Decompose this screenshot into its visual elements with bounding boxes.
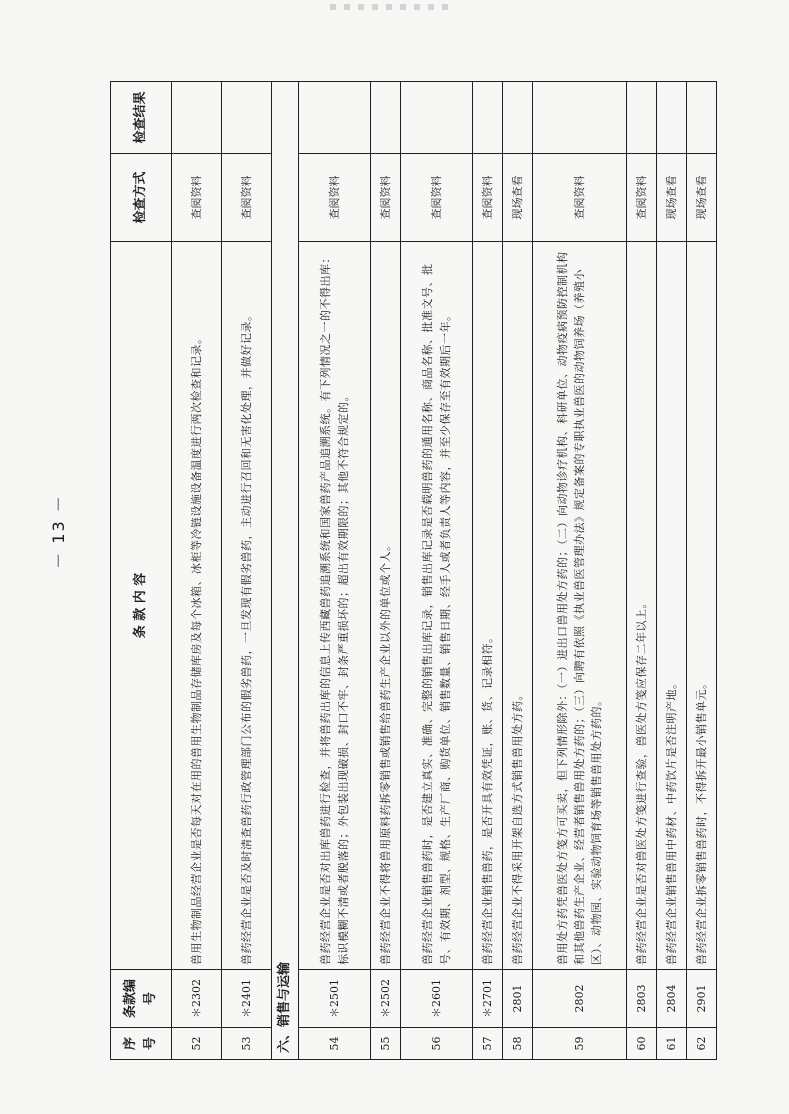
inspection-table-rotated <box>110 82 710 1060</box>
row-content: 兽药经营企业是否对出库兽药进行检查，并将兽药出库的信息上传西藏兽药追溯系统和国家兽药产品追溯系统。有下列情况之一的不得出库：标识模糊不清或者脱落的；外包装出现破损、封口不牢、封条严重损坏的；超出有效期限的；其他不符合规定的。 <box>299 242 371 970</box>
row-seq: 59 <box>533 1028 627 1060</box>
header-result: 检查结果 <box>111 82 172 154</box>
row-result <box>172 82 222 154</box>
row-result <box>533 82 627 154</box>
table-row <box>371 82 401 1060</box>
row-content: 兽药经营企业销售兽用中药材、中药饮片是否注明产地。 <box>657 242 687 970</box>
row-method: 查阅资料 <box>533 154 627 242</box>
table-row <box>687 82 717 1060</box>
table-row <box>533 82 627 1060</box>
header-seq: 序号 <box>111 1028 172 1060</box>
section-title: 六、销售与运输 <box>272 82 299 1060</box>
row-code: 2802 <box>533 970 627 1028</box>
row-method: 查阅资料 <box>473 154 503 242</box>
row-code: ＊2701 <box>473 970 503 1028</box>
row-code: ＊2302 <box>172 970 222 1028</box>
header-code: 条款编号 <box>111 970 172 1028</box>
row-content: 兽用生物制品经营企业是否每天对在用的兽用生物制品存储库房及每个冰箱、冰柜等冷链设施设备温度进行两次检查和记录。 <box>172 242 222 970</box>
row-result <box>657 82 687 154</box>
row-seq: 55 <box>371 1028 401 1060</box>
row-result <box>401 82 473 154</box>
row-code: ＊2601 <box>401 970 473 1028</box>
table-row <box>627 82 657 1060</box>
row-method: 现场查看 <box>503 154 533 242</box>
row-result <box>222 82 272 154</box>
page-number: － 13 － <box>48 494 68 569</box>
row-code: ＊2501 <box>299 970 371 1028</box>
row-seq: 54 <box>299 1028 371 1060</box>
table-header-row <box>111 82 172 1060</box>
row-content: 兽药经营企业不得采用开架自选方式销售兽用处方药。 <box>503 242 533 970</box>
row-seq: 58 <box>503 1028 533 1060</box>
row-code: ＊2502 <box>371 970 401 1028</box>
table-row <box>299 82 371 1060</box>
table-row <box>657 82 687 1060</box>
row-content: 兽药经营企业是否对兽医处方笺进行查验，兽医处方笺应保存二年以上。 <box>627 242 657 970</box>
section-row <box>272 82 299 1060</box>
row-content: 兽用处方药凭兽医处方笺方可买卖，但下列情形除外：（一）进出口兽用处方药的；（二）向动物诊疗机构、科研单位、动物疫病预防控制机构和其他兽药生产企业、经营者销售兽用处方药的；（三）向聘有依照《执业兽医管理办法》规定备案的专职执业兽医的动物饲养场（养殖小区）、动物园、实验动物饲育场等销售兽用处方药的。 <box>533 242 627 970</box>
row-result <box>473 82 503 154</box>
row-seq: 61 <box>657 1028 687 1060</box>
row-method: 查阅资料 <box>627 154 657 242</box>
row-seq: 57 <box>473 1028 503 1060</box>
row-code: ＊2401 <box>222 970 272 1028</box>
table-row <box>222 82 272 1060</box>
row-result <box>299 82 371 154</box>
row-method: 查阅资料 <box>299 154 371 242</box>
row-method: 查阅资料 <box>172 154 222 242</box>
row-seq: 56 <box>401 1028 473 1060</box>
table-row <box>473 82 503 1060</box>
row-content: 兽药经营企业不得将兽用原料药拆零销售或销售给兽药生产企业以外的单位或个人。 <box>371 242 401 970</box>
row-code: 2801 <box>503 970 533 1028</box>
header-content: 条 款 内 容 <box>111 242 172 970</box>
table-row <box>401 82 473 1060</box>
row-content: 兽药经营企业销售兽药，是否开具有效凭证，账、货、记录相符。 <box>473 242 503 970</box>
row-result <box>371 82 401 154</box>
table-row <box>172 82 222 1060</box>
rotated-table-area <box>110 82 710 1060</box>
row-content: 兽药经营企业销售兽药时，是否建立真实、准确、完整的销售出库记录，销售出库记录是否载明兽药的通用名称、商品名称、批准文号、批号、有效期、剂型、规格、生产厂商、购货单位、销售数量、销售日期、经手人或者负责人等内容，并至少保存至有效期后一年。 <box>401 242 473 970</box>
row-code: 2901 <box>687 970 717 1028</box>
row-result <box>503 82 533 154</box>
row-seq: 53 <box>222 1028 272 1060</box>
row-result <box>687 82 717 154</box>
row-method: 查阅资料 <box>222 154 272 242</box>
row-seq: 62 <box>687 1028 717 1060</box>
table-row <box>503 82 533 1060</box>
row-method: 现场查看 <box>687 154 717 242</box>
row-method: 查阅资料 <box>371 154 401 242</box>
header-method: 检查方式 <box>111 154 172 242</box>
row-method: 查阅资料 <box>401 154 473 242</box>
row-content: 兽药经营企业拆零销售兽药时，不得拆开最小销售单元。 <box>687 242 717 970</box>
inspection-table <box>110 81 717 1060</box>
row-code: 2803 <box>627 970 657 1028</box>
row-content: 兽药经营企业是否及时清查兽药行政管理部门公布的假劣兽药，一旦发现有假劣兽药，主动进行召回和无害化处理，并做好记录。 <box>222 242 272 970</box>
row-method: 现场查看 <box>657 154 687 242</box>
row-result <box>627 82 657 154</box>
row-seq: 60 <box>627 1028 657 1060</box>
row-code: 2804 <box>657 970 687 1028</box>
row-seq: 52 <box>172 1028 222 1060</box>
scan-artifact <box>330 4 450 10</box>
